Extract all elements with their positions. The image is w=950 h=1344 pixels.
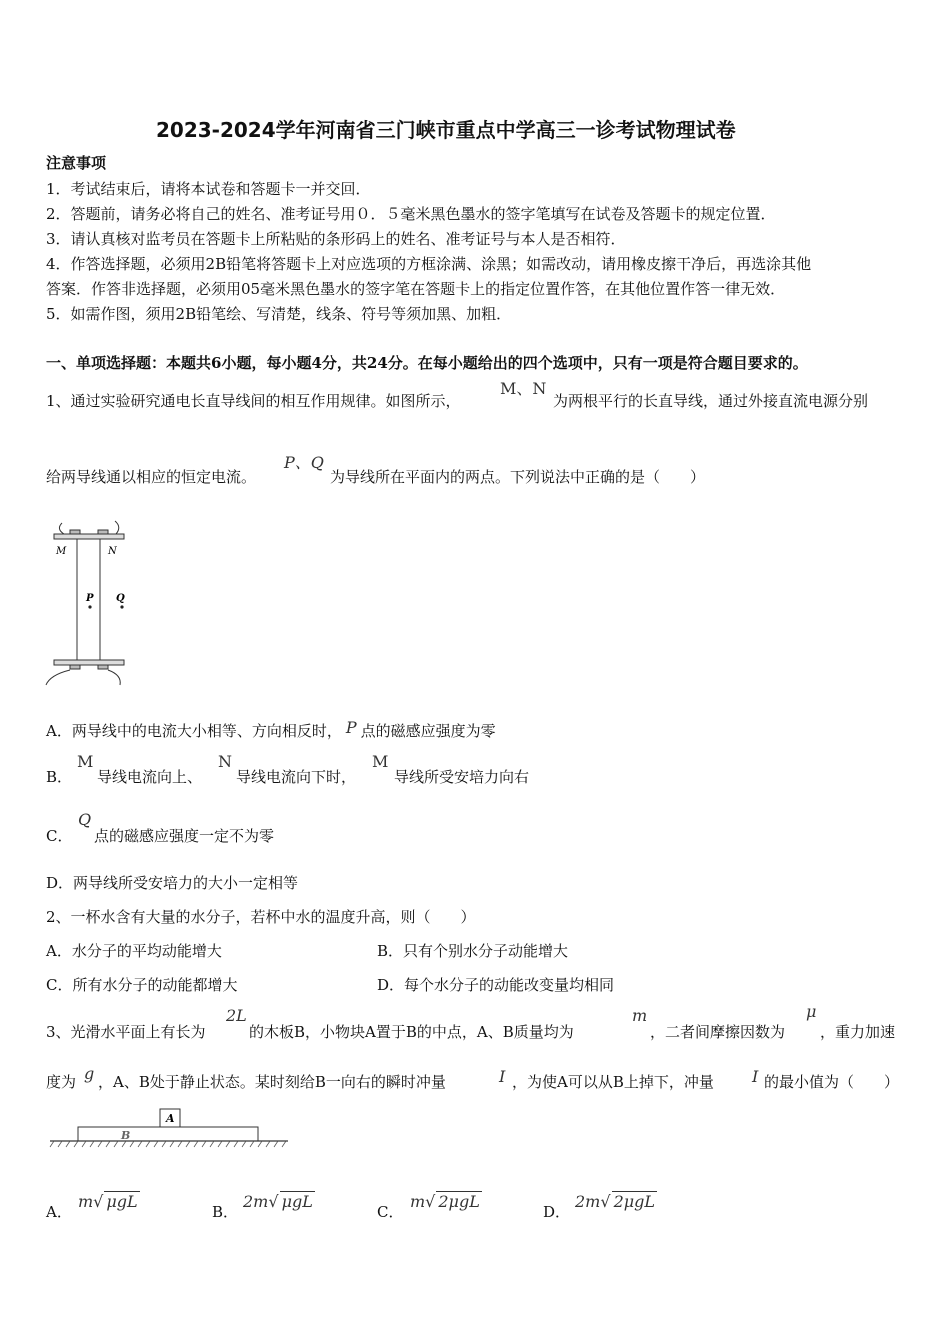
q3-stem-1b: 的木板B，小物块A置于B的中点，A、B质量均为 xyxy=(249,1023,574,1041)
label-p: P xyxy=(86,593,94,604)
q3-stem-2d: 的最小值为（ ） xyxy=(764,1073,900,1091)
q1-option-a-p: P xyxy=(345,718,357,737)
q3-stem-2a: 度为 xyxy=(46,1073,77,1091)
notice-item: 4．作答选择题，必须用2B铅笔将答题卡上对应选项的方框涂满、涂黑；如需改动，请用橡皮擦干净后，再选涂其他 xyxy=(46,255,812,273)
q1-option-b-text1: 导线电流向上、 xyxy=(97,768,203,786)
q3-option-c-formula xyxy=(410,1191,482,1211)
q1-option-c-text: 点的磁感应强度一定不为零 xyxy=(94,827,275,845)
q3-option-c-radicand: 2μgL xyxy=(438,1192,480,1211)
q3-option-c-label: C． xyxy=(377,1203,404,1221)
q2-option-c: C．所有水分子的动能都增大 xyxy=(46,976,238,994)
q3-mu-symbol: μ xyxy=(806,1002,817,1021)
q3-stem-1d: ，重力加速 xyxy=(820,1023,896,1041)
q2-option-a: A．水分子的平均动能增大 xyxy=(46,942,222,960)
q1-option-b-text2: 导线电流向下时， xyxy=(236,768,357,786)
q3-stem-1c: ，二者间摩擦因数为 xyxy=(650,1023,786,1041)
label-q: Q xyxy=(116,593,125,604)
q3-board-figure xyxy=(48,1106,293,1151)
q1-pq-symbol: P、Q xyxy=(284,453,324,472)
q3-option-b-formula xyxy=(243,1191,315,1211)
q3-option-b-pre: 2m xyxy=(243,1192,269,1211)
q1-mn-symbol: M、N xyxy=(500,379,547,398)
q1-option-d: D．两导线所受安培力的大小一定相等 xyxy=(46,874,299,892)
q2-option-b: B．只有个别水分子动能增大 xyxy=(377,942,569,960)
q1-stem-line1a: 1、通过实验研究通电长直导线间的相互作用规律。如图所示， xyxy=(46,392,461,410)
q3-length-symbol: 2L xyxy=(226,1006,247,1025)
sqrt-icon: √ xyxy=(268,1192,279,1211)
q3-option-b-radicand: μgL xyxy=(281,1192,313,1211)
q1-option-b-m: M xyxy=(77,752,94,771)
notice-item: 5．如需作图，须用2B铅笔绘、写清楚，线条、符号等须加黑、加粗． xyxy=(46,305,512,323)
q3-stem-2b: ，A、B处于静止状态。某时刻给B一向右的瞬时冲量 xyxy=(98,1073,446,1091)
q1-option-b-m2: M xyxy=(372,752,389,771)
label-b: B xyxy=(121,1129,131,1142)
q2-stem: 2、一杯水含有大量的水分子，若杯中水的温度升高，则（ ） xyxy=(46,908,476,926)
q1-option-c-label: C． xyxy=(46,827,73,845)
notice-item: 答案．作答非选择题，必须用05毫米黑色墨水的签字笔在答题卡上的指定位置作答，在其他位置作答一律无效． xyxy=(46,280,786,298)
notice-item: 3．请认真核对监考员在答题卡上所粘贴的条形码上的姓名、准考证号与本人是否相符． xyxy=(46,230,626,248)
section-heading: 一、单项选择题：本题共6小题，每小题4分，共24分。在每小题给出的四个选项中，只有一项是符合题目要求的。 xyxy=(46,354,808,372)
q3-stem-2c: ，为使A可以从B上掉下，冲量 xyxy=(512,1073,714,1091)
q1-option-b-n: N xyxy=(218,752,232,771)
q1-stem-line1b: 为两根平行的长直导线，通过外接直流电源分别 xyxy=(553,392,869,410)
q3-option-c-pre: m xyxy=(410,1192,426,1211)
label-a: A xyxy=(166,1112,175,1125)
q3-impulse-symbol: I xyxy=(499,1067,506,1086)
q1-option-a xyxy=(46,720,496,741)
q2-option-d: D．每个水分子的动能改变量均相同 xyxy=(377,976,615,994)
q1-wire-figure xyxy=(40,515,135,690)
q1-option-a-text1: A．两导线中的电流大小相等、方向相反时， xyxy=(46,722,342,740)
q1-stem-line2b: 为导线所在平面内的两点。下列说法中正确的是（ ） xyxy=(330,468,706,486)
notice-item: 2．答题前，请务必将自己的姓名、准考证号用０．５毫米黑色墨水的签字笔填写在试卷及答题卡的规定位置． xyxy=(46,205,776,223)
q1-option-b-label: B． xyxy=(46,768,73,786)
sqrt-icon: √ xyxy=(425,1192,436,1211)
q3-option-d-radicand: 2μgL xyxy=(613,1192,656,1211)
q3-option-d-label: D． xyxy=(543,1203,571,1221)
q1-option-b-text3: 导线所受安培力向右 xyxy=(394,768,530,786)
page-title: 2023-2024学年河南省三门峡市重点中学高三一诊考试物理试卷 xyxy=(156,118,736,142)
q3-g-symbol: g xyxy=(84,1064,95,1083)
q3-option-b-label: B． xyxy=(212,1203,239,1221)
q3-option-d-pre: 2m xyxy=(575,1192,601,1211)
label-m: M xyxy=(56,546,67,557)
notice-heading: 注意事项 xyxy=(46,154,107,172)
notice-item: 1．考试结束后，请将本试卷和答题卡一并交回． xyxy=(46,180,371,198)
q3-impulse-symbol-2: I xyxy=(752,1067,759,1086)
label-n: N xyxy=(108,546,117,557)
q1-stem-line2a: 给两导线通以相应的恒定电流。 xyxy=(46,468,257,486)
q3-option-a-pre: m xyxy=(78,1192,94,1211)
q3-option-a-formula xyxy=(78,1191,140,1211)
sqrt-icon: √ xyxy=(93,1192,104,1211)
q3-option-a-radicand: μgL xyxy=(106,1192,138,1211)
q3-option-a-label: A． xyxy=(46,1203,72,1221)
q3-mass-symbol: m xyxy=(632,1006,648,1025)
q1-option-a-text2: 点的磁感应强度为零 xyxy=(360,722,496,740)
q3-option-d-formula xyxy=(575,1191,657,1211)
sqrt-icon: √ xyxy=(600,1192,611,1211)
q1-option-c-q: Q xyxy=(78,810,92,829)
q3-stem-1a: 3、光滑水平面上有长为 xyxy=(46,1023,206,1041)
